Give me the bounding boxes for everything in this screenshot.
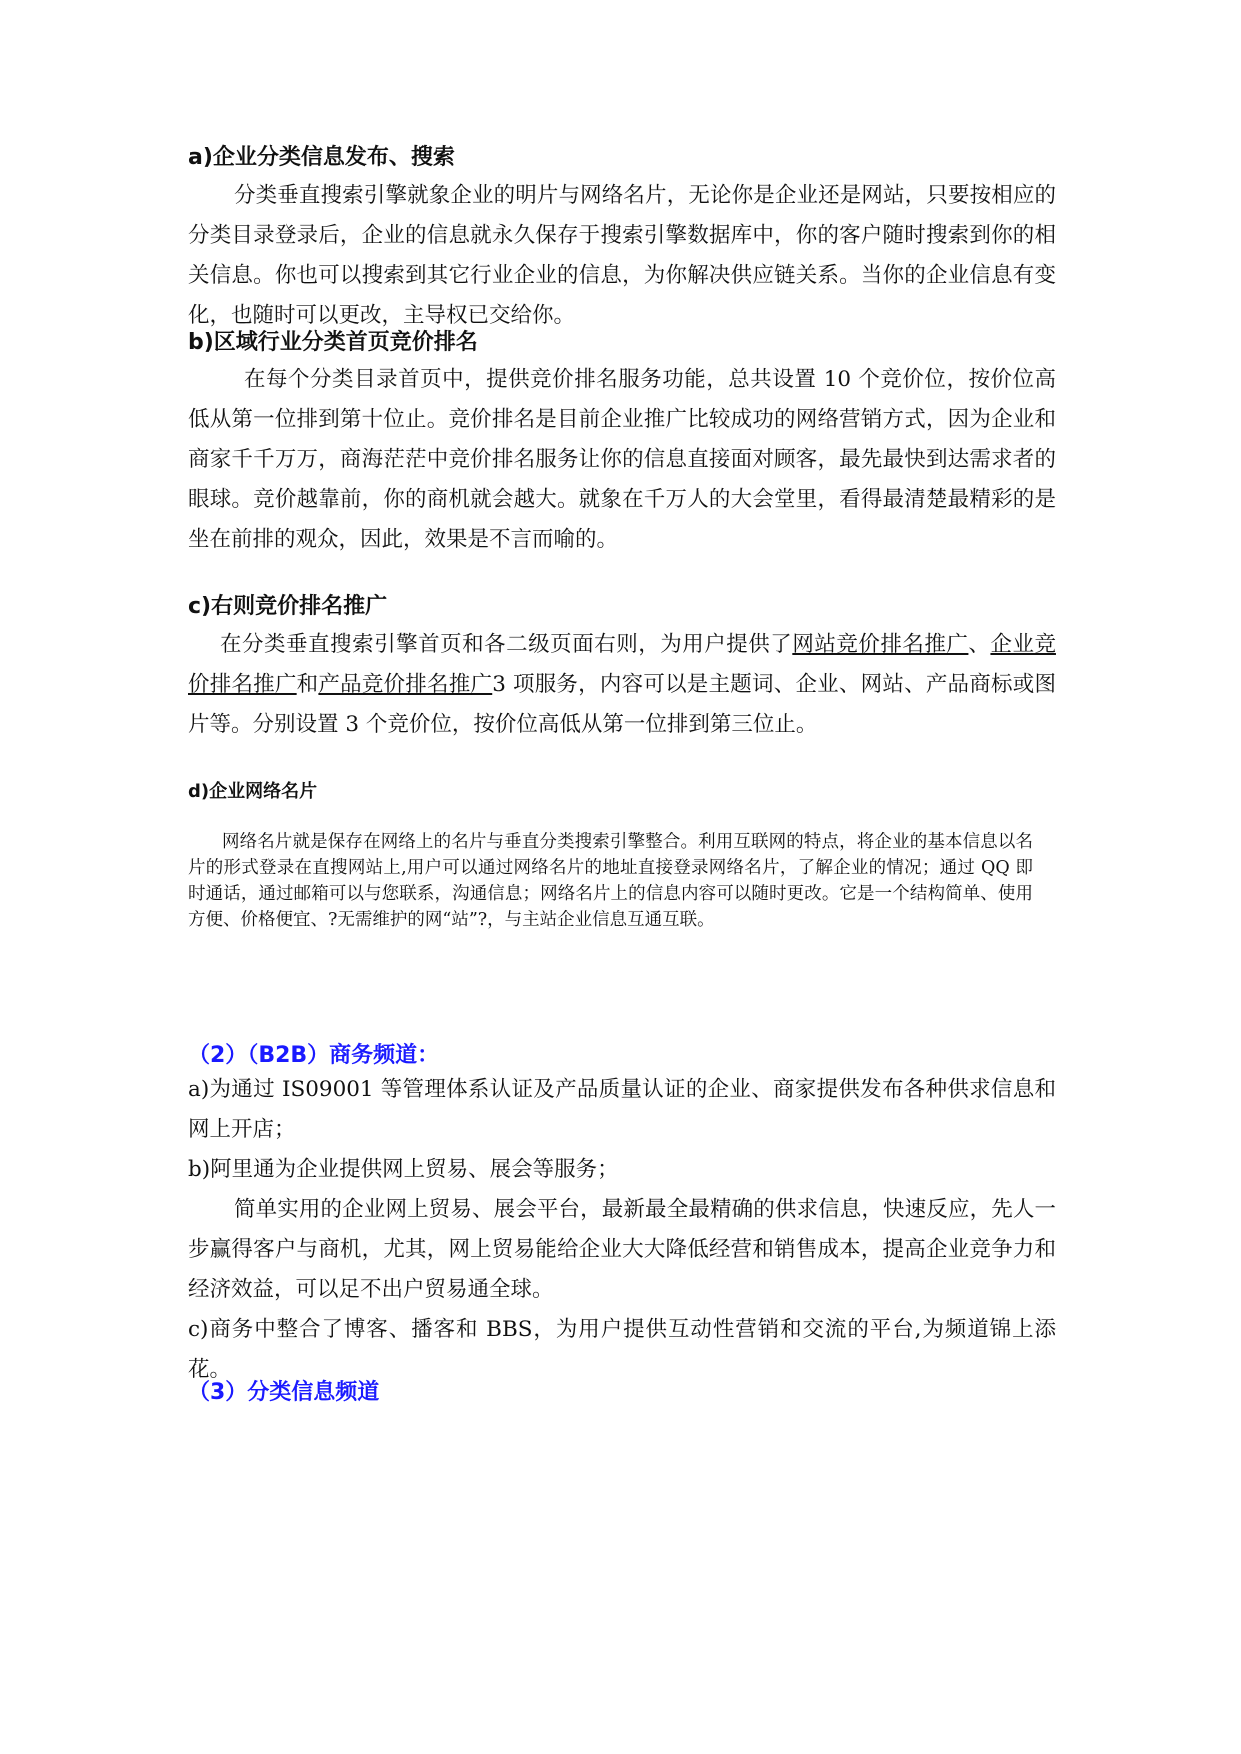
paragraph-c-text-2: 、: [968, 632, 991, 657]
section-2-item-b: b)阿里通为企业提供网上贸易、展会等服务；: [188, 1157, 619, 1182]
paragraph-c-text-3: 和: [296, 672, 319, 697]
heading-b: b)区域行业分类首页竞价排名: [188, 330, 478, 355]
section-2-title: （B2B）商务频道：: [247, 1043, 440, 1068]
paragraph-c: [188, 625, 1056, 745]
heading-c: c)右则竞价排名推广: [188, 594, 388, 619]
section-2-number: （2）: [188, 1043, 248, 1068]
section-2-body: 简单实用的企业网上贸易、展会平台，最新最全最精确的供求信息，快速反应，先人一步赢得客户与商机，尤其，网上贸易能给企业大大降低经营和销售成本，提高企业竞争力和经济效益，可以足不出户贸易通全球。: [188, 1197, 1056, 1302]
paragraph-c-text-4: 3 项服务，内容可以是主题词、企业、网站、产品商标或图片等。分别设置 3 个竞价位，按价位高低从第一位排到第三位止。: [188, 672, 1056, 737]
enterprise-bidding-link[interactable]: 企业竞价排名推广: [188, 632, 1056, 697]
paragraph-a: 分类垂直搜索引擎就象企业的明片与网络名片，无论你是企业还是网站，只要按相应的分类目录登录后，企业的信息就永久保存于搜索引擎数据库中，你的客户随时搜索到你的相关信息。你也可以搜索到其它行业企业的信息，为你解决供应链关系。当你的企业信息有变化，也随时可以更改，主导权已交给你。: [188, 183, 1056, 328]
heading-d: d)企业网络名片: [188, 781, 318, 802]
product-bidding-link[interactable]: 产品竞价排名推广: [318, 672, 493, 697]
section-2-heading: [188, 1041, 1056, 1071]
website-bidding-link[interactable]: 网站竞价排名推广: [792, 632, 969, 657]
heading-a: a)企业分类信息发布、搜索: [188, 145, 455, 170]
paragraph-d: 网络名片就是保存在网络上的名片与垂直分类搜索引擎整合。利用互联网的特点，将企业的基本信息以名片的形式登录在直搜网站上,用户可以通过网络名片的地址直接登录网络名片，了解企业的情况；通过 QQ 即时通话，通过邮箱可以与您联系，沟通信息；网络名片上的信息内容可以随时更改。它是一个结构简单、使用方便、价格便宜、?无需维护的网“站”?，与主站企业信息互通互联。: [188, 832, 1033, 930]
section-2-item-c: c)商务中整合了博客、播客和 BBS，为用户提供互动性营销和交流的平台,为频道锦上添花。: [188, 1317, 1056, 1382]
section-2-item-a: a)为通过 IS09001 等管理体系认证及产品质量认证的企业、商家提供发布各种供求信息和网上开店；: [188, 1077, 1056, 1142]
section-3-heading: （3）分类信息频道: [188, 1380, 380, 1405]
paragraph-c-text-1: 在分类垂直搜索引擎首页和各二级页面右则，为用户提供了: [220, 632, 793, 657]
document-page: [188, 0, 1056, 1754]
paragraph-b: 在每个分类目录首页中，提供竞价排名服务功能，总共设置 10 个竞价位，按价位高低从第一位排到第十位止。竞价排名是目前企业推广比较成功的网络营销方式，因为企业和商家千千万万，商海茫茫中竞价排名服务让你的信息直接面对顾客，最先最快到达需求者的眼球。竞价越靠前，你的商机就会越大。就象在千万人的大会堂里，看得最清楚最精彩的是坐在前排的观众，因此，效果是不言而喻的。: [188, 367, 1056, 552]
